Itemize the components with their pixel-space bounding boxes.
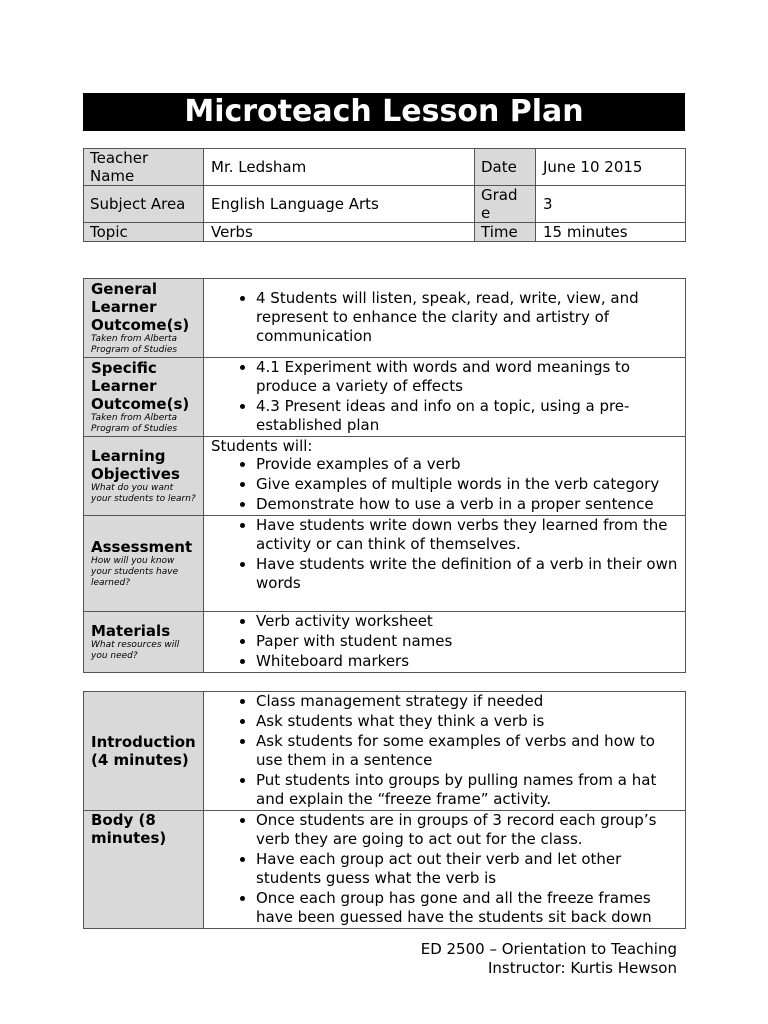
list-item: • Ask students for some examples of verbs and how to use them in a sentence <box>256 732 678 770</box>
list-item: • Put students into groups by pulling names from a hat and explain the “freeze frame” activity. <box>256 771 678 809</box>
assessment-heading: Assessment <box>91 538 193 556</box>
objectives-cell <box>84 437 204 516</box>
objectives-subheading: What do you want your students to learn? <box>91 483 196 504</box>
lesson-info-table <box>83 148 686 242</box>
body-heading: Body (8 minutes) <box>91 811 167 847</box>
slo-content <box>204 358 686 437</box>
introduction-heading: Introduction (4 minutes) <box>91 733 196 769</box>
grade-value: 3 <box>536 186 686 223</box>
list-item: • Verb activity worksheet <box>256 612 678 631</box>
subject-label: Subject Area <box>84 186 204 223</box>
list-item: • Whiteboard markers <box>256 652 678 671</box>
objectives-intro: Students will: <box>211 437 313 455</box>
course-name: ED 2500 – Orientation to Teaching <box>420 940 677 958</box>
slo-cell <box>84 358 204 437</box>
slo-heading: Specific Learner Outcome(s) <box>91 359 190 413</box>
introduction-cell <box>84 692 204 811</box>
introduction-content <box>204 692 686 811</box>
glo-heading: General Learner Outcome(s) <box>91 280 190 334</box>
list-item: • Provide examples of a verb <box>256 455 678 474</box>
list-item: • Once each group has gone and all the freeze frames have been guessed have the students sit back down <box>256 889 678 927</box>
subject-value: English Language Arts <box>204 186 475 223</box>
objectives-content <box>204 437 686 516</box>
assessment-subheading: How will you know your students have learned? <box>91 556 179 588</box>
page-title: Microteach Lesson Plan <box>83 93 685 131</box>
materials-subheading: What resources will you need? <box>91 640 180 661</box>
date-label: Date <box>475 149 536 186</box>
materials-content <box>204 612 686 673</box>
glo-subheading: Taken from Alberta Program of Studies <box>91 334 178 355</box>
list-item: • 4.3 Present ideas and info on a topic, using a pre-established plan <box>256 397 678 435</box>
assessment-cell <box>84 516 204 612</box>
objectives-heading: Learning Objectives <box>91 447 180 483</box>
list-item: • Have each group act out their verb and let other students guess what the verb is <box>256 850 678 888</box>
materials-cell <box>84 612 204 673</box>
time-value: 15 minutes <box>536 223 686 242</box>
list-item: • Paper with student names <box>256 632 678 651</box>
topic-value: Verbs <box>204 223 475 242</box>
list-item: • 4.1 Experiment with words and word meanings to produce a variety of effects <box>256 358 678 396</box>
teacher-label: Teacher Name <box>84 149 204 186</box>
outcomes-table <box>83 278 686 673</box>
list-item: • Ask students what they think a verb is <box>256 712 678 731</box>
teacher-value: Mr. Ledsham <box>204 149 475 186</box>
body-cell <box>84 811 204 929</box>
list-item: • Class management strategy if needed <box>256 692 678 711</box>
list-item: • Once students are in groups of 3 record each group’s verb they are going to act out for the class. <box>256 811 678 849</box>
procedure-table <box>83 691 686 929</box>
glo-cell <box>84 279 204 358</box>
body-content <box>204 811 686 929</box>
list-item: • 4 Students will listen, speak, read, write, view, and represent to enhance the clarity and artistry of communication <box>256 289 678 346</box>
assessment-content <box>204 516 686 612</box>
list-item: • Give examples of multiple words in the verb category <box>256 475 678 494</box>
date-value: June 10 2015 <box>536 149 686 186</box>
grade-label: Grad e <box>475 186 536 223</box>
list-item: • Demonstrate how to use a verb in a proper sentence <box>256 495 678 514</box>
time-label: Time <box>475 223 536 242</box>
topic-label: Topic <box>84 223 204 242</box>
list-item: • Have students write the definition of a verb in their own words <box>256 555 678 593</box>
slo-subheading: Taken from Alberta Program of Studies <box>91 413 178 434</box>
glo-content <box>204 279 686 358</box>
instructor-name: Instructor: Kurtis Hewson <box>487 959 677 977</box>
list-item: • Have students write down verbs they learned from the activity or can think of themselves. <box>256 516 678 554</box>
materials-heading: Materials <box>91 622 171 640</box>
page-footer <box>421 940 677 978</box>
